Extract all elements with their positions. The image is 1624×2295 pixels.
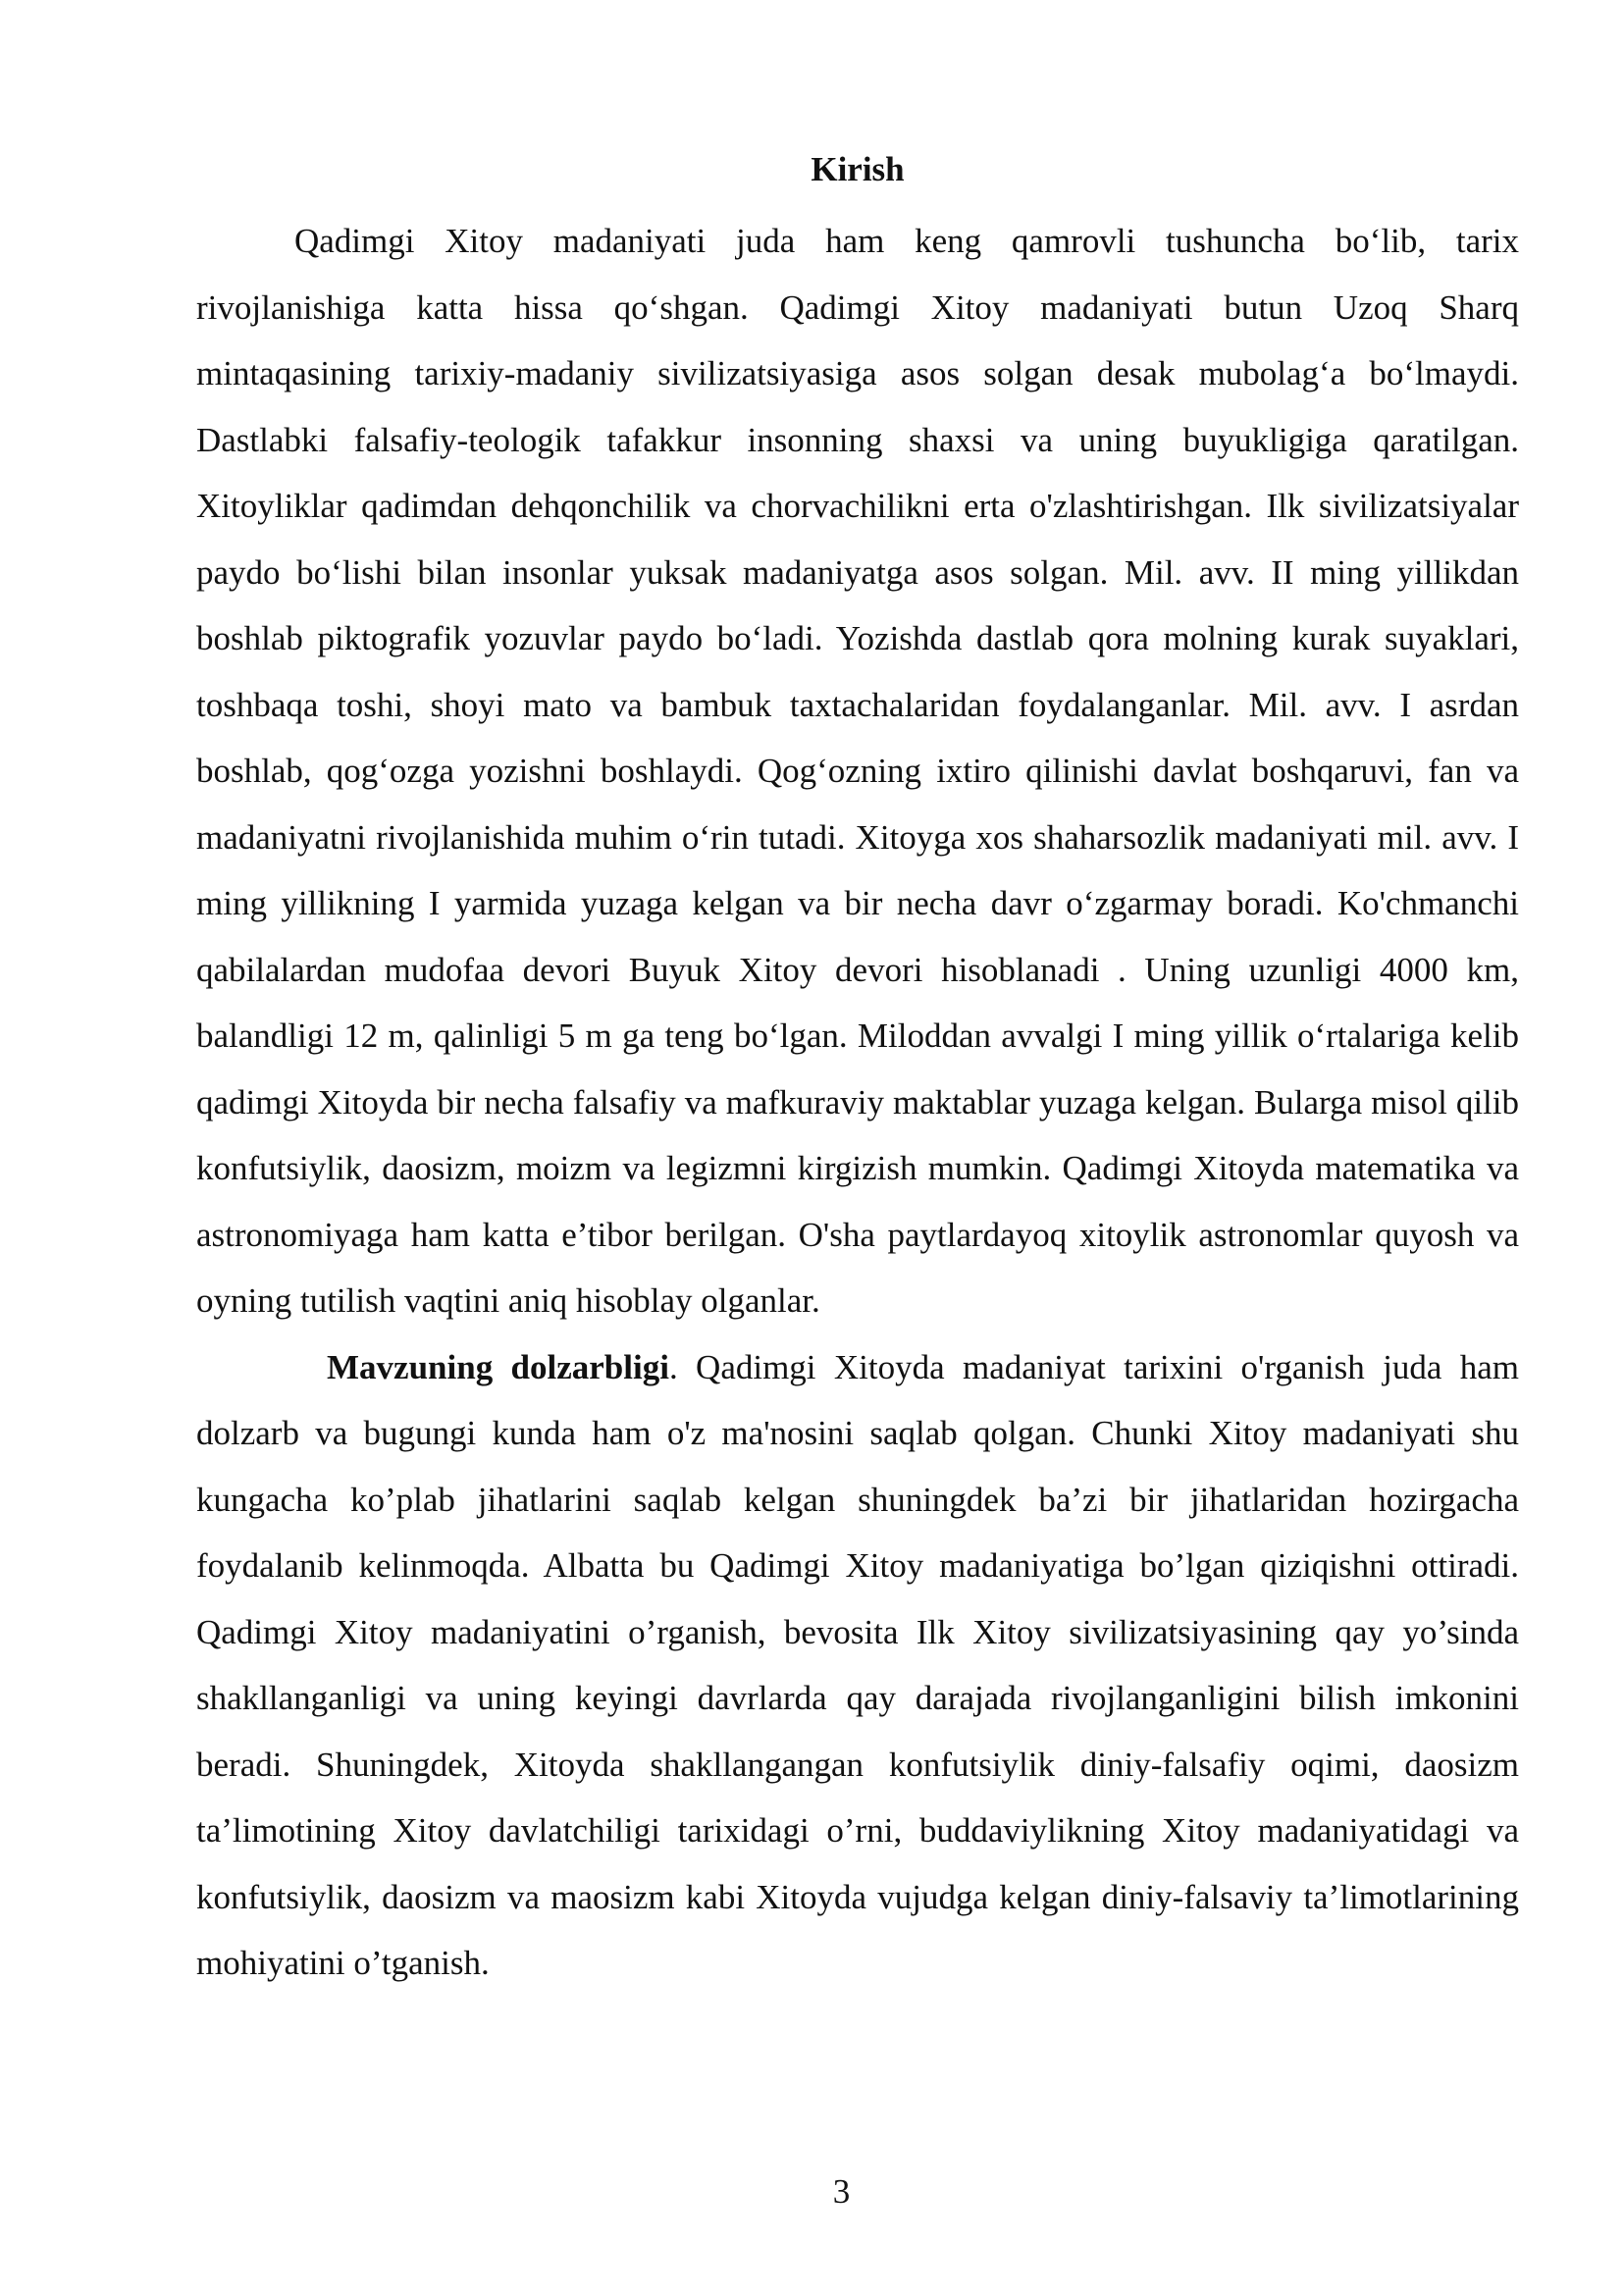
page-content: [196, 145, 1519, 1997]
relevance-title: Mavzuning dolzarbligi: [327, 1347, 669, 1386]
page-number: [0, 2172, 1624, 2212]
intro-paragraph: Qadimgi Xitoy madaniyati juda ham keng qamrovli tushuncha bo‘lib, tarix rivojlanishiga katta hissa qo‘shgan. Qadimgi Xitoy madaniyati butun Uzoq Sharq mintaqasining tarixiy-madaniy sivilizatsiyasiga asos solgan desak mubolag‘a bo‘lmaydi. Dastlabki falsafiy-teologik tafakkur insonning shaxsi va uning buyukligiga qaratilgan. Xitoyliklar qadimdan dehqonchilik va chorvachilikni erta o'zlashtirishgan. Ilk sivilizatsiyalar paydo bo‘lishi bilan insonlar yuksak madaniyatga asos solgan. Mil. avv. II ming yillikdan boshlab piktografik yozuvlar paydo bo‘ladi. Yozishda dastlab qora molning kurak suyaklari, toshbaqa toshi, shoyi mato va bambuk taxtachalaridan foydalanganlar. Mil. avv. I asrdan boshlab, qog‘ozga yozishni boshlaydi. Qog‘ozning ixtiro qilinishi davlat boshqaruvi, fan va madaniyatni rivojlanishida muhim o‘rin tutadi. Xitoyga xos shaharsozlik madaniyati mil. avv. I ming yillikning I yarmida yuzaga kelgan va bir necha davr o‘zgarmay boradi. Ko'chmanchi qabilalardan mudofaa devori Buyuk Xitoy devori hisoblanadi . Uning uzunligi 4000 km, balandligi 12 m, qalinligi 5 m ga teng bo‘lgan. Miloddan avvalgi I ming yillik o‘rtalariga kelib qadimgi Xitoyda bir necha falsafiy va mafkuraviy maktablar yuzaga kelgan. Bularga misol qilib konfutsiylik, daosizm, moizm va legizmni kirgizish mumkin. Qadimgi Xitoyda matematika va astronomiyaga ham katta e’tibor berilgan. O'sha paytlardayoq xitoylik astronomlar quyosh va oyning tutilish vaqtini aniq hisoblay olganlar.: [196, 222, 1519, 1320]
section-heading: Kirish: [811, 150, 905, 188]
page-number-text: 3: [832, 2172, 851, 2211]
relevance-paragraph: [196, 1334, 1519, 1997]
relevance-text: . Qadimgi Xitoyda madaniyat tarixini o'rganish juda ham dolzarb va bugungi kunda ham o'z ma'nosini saqlab qolgan. Chunki Xitoy madaniyati shu kungacha ko’plab jihatlarini saqlab kelgan shuningdek ba’zi bir jihatlaridan hozirgacha foydalanib kelinmoqda. Albatta bu Qadimgi Xitoy madaniyatiga bo’lgan qiziqishni ottiradi. Qadimgi Xitoy madaniyatini o’rganish, bevosita Ilk Xitoy sivilizatsiyasining qay yo’sinda shakllanganligi va uning keyingi davrlarda qay darajada rivojlanganligini bilish imkonini beradi. Shuningdek, Xitoyda shakllangangan konfutsiylik diniy-falsafiy oqimi, daosizm ta’limotining Xitoy davlatchiligi tarixidagi o’rni, buddaviylikning Xitoy madaniyatidagi va konfutsiylik, daosizm va maosizm kabi Xitoyda vujudga kelgan diniy-falsaviy ta’limotlarining mohiyatini o’tganish.: [196, 1347, 1519, 1982]
